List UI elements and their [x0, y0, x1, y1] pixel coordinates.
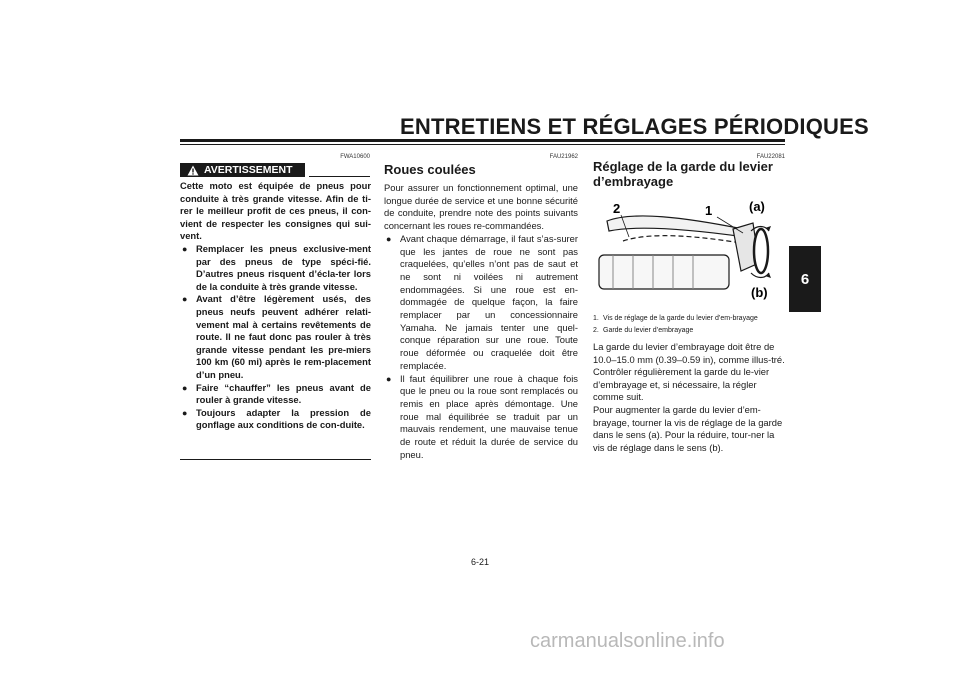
- label-b: (b): [751, 285, 768, 300]
- label-1: 1: [705, 203, 713, 218]
- page-title: ENTRETIENS ET RÉGLAGES PÉRIODIQUES: [400, 114, 869, 139]
- clutch-paragraph-1: La garde du levier d’embrayage doit être de 10.0–15.0 mm (0.39–0.59 in), comme illus-tré. Contrôler régulièrement la garde du le-vier d’embrayage et, si nécessaire, la régler comme suit.: [593, 341, 785, 403]
- lever-play-dashes: [623, 236, 741, 243]
- list-item: ● Toujours adapter la pression de gonflage aux conditions de con-duite.: [182, 406, 371, 431]
- diagram-captions: [593, 314, 785, 335]
- list-item: ● Remplacer les pneus exclusive-ment par des pneus de type spéci-fié. D’autres pneus risquent d’écla-ter lors de la conduite à très grande vitesse.: [182, 242, 371, 292]
- wheels-code: FAU21962: [549, 154, 578, 160]
- header-rule-thick: [180, 139, 785, 142]
- label-2: 2: [613, 201, 621, 216]
- chapter-tab[interactable]: 6: [789, 246, 821, 312]
- caption-item: 2. Garde du levier d’embrayage: [593, 326, 694, 334]
- caption-item: 1. Vis de réglage de la garde du levier d’em-brayage: [593, 315, 758, 322]
- warning-intro: Cette moto est équipée de pneus pour conduite à très grande vitesse. Afin de ti-rer le meilleur profit de ces pneus, il con-vient de respecter les consignes qui sui-vent.: [180, 180, 371, 242]
- warning-bottom-line: [180, 459, 371, 460]
- list-item: ● Il faut équilibrer une roue à chaque fois que le pneu ou la roue sont remplacés ou remis en place après démontage. Une roue mal équilibrée se traduit par un mauvais rendement, une mauvaise tenue de route et réduit la durée de service du pneu.: [386, 372, 578, 460]
- warning-code: FWA10600: [340, 154, 370, 160]
- list-item: ● Avant d’être légèrement usés, des pneus neufs peuvent adhérer relati-vement mal à certains revêtements de route. Il ne faut donc pas rouler à très grande vitesse pendant les pre-miers 100 km (60 mi) après le rem-placement d’un pneu.: [182, 293, 371, 380]
- bullet-icon: ●: [182, 243, 188, 254]
- grip-shape: [599, 255, 729, 289]
- bullet-icon: ●: [386, 373, 392, 384]
- bullet-icon: ●: [182, 294, 188, 305]
- clutch-paragraph-2: Pour augmenter la garde du levier d’em-brayage, tourner la vis de réglage de la garde dans le sens (a). Pour la réduire, tour-ner la vis de réglage dans le sens (b).: [593, 403, 783, 453]
- warning-body: [180, 180, 371, 432]
- watermark: carmanualsonline.info: [530, 630, 725, 652]
- header-rule-thin: [180, 144, 785, 145]
- warning-label-box: [180, 163, 305, 177]
- list-item: ● Avant chaque démarrage, il faut s’as-surer que les jantes de roue ne sont pas craquelées, qu’elles n’ont pas de saut et ne sont ni voilées ni autrement endommagées. Si une roue est en-dommagée de quelque façon, la faire remplacer par un concessionnaire Yamaha. Ne jamais tenter une quel-conque réparation sur une roue. Toute roue déformée ou craquelée doit être remplacée.: [386, 232, 578, 371]
- label-a: (a): [749, 199, 765, 214]
- clutch-code: FAU22081: [756, 154, 785, 160]
- warning-label: AVERTISSEMENT: [204, 164, 293, 176]
- warning-header-line: [309, 176, 370, 177]
- wheels-body: [384, 182, 578, 461]
- list-item: ● Faire “chauffer” les pneus avant de rouler à grande vitesse.: [182, 381, 371, 406]
- clutch-heading: Réglage de la garde du levier d’embrayage: [593, 159, 773, 189]
- arrow-a-icon: [765, 226, 771, 231]
- arrow-b-icon: [765, 273, 771, 278]
- wheels-intro: Pour assurer un fonctionnement optimal, une longue durée de service et une bonne sécurité de conduite, prendre note des points suivants concernant les roues re-commandées.: [384, 182, 578, 232]
- bullet-icon: ●: [386, 233, 392, 244]
- bullet-icon: ●: [182, 382, 188, 393]
- adjuster-dial-shape: [754, 229, 768, 273]
- clutch-section: [593, 160, 785, 454]
- wheels-heading: Roues coulées: [384, 162, 476, 177]
- warning-triangle-icon: [187, 165, 199, 176]
- bullet-icon: ●: [182, 407, 188, 418]
- page-number: 6-21: [470, 557, 489, 567]
- clutch-lever-diagram: [593, 193, 785, 301]
